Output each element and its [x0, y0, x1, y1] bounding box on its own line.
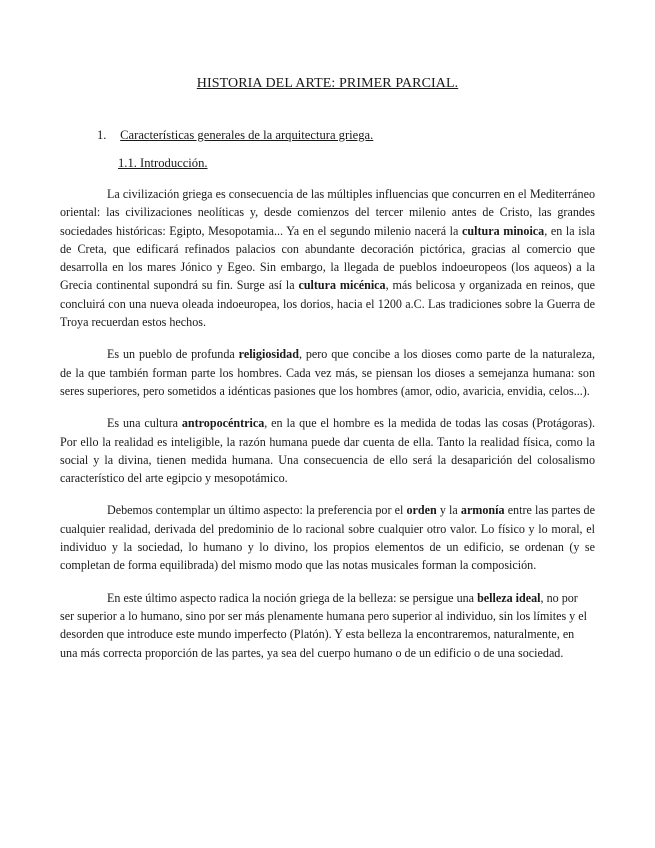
paragraph-text: , en la isla de Creta, que edificará refinados palacios con abundante decoración pictórica, gracias al comercio que desarrolla en los mares Jónico y Egeo. Sin embargo, la llegada de pueblos indoeuropeos (los aqueos) a la Grecia continental supondrá su fin. Surge así la — [60, 223, 596, 293]
paragraph — [60, 501, 595, 574]
document-body — [60, 185, 595, 676]
section-title: Características generales de la arquitectura griega. — [120, 128, 374, 142]
paragraph — [60, 345, 595, 400]
paragraph-emphasis: belleza ideal — [477, 590, 541, 605]
paragraph-emphasis: armonía — [460, 503, 505, 518]
section-number: 1. — [97, 128, 107, 142]
paragraph-emphasis: cultura micénica — [298, 278, 386, 293]
paragraph-text: y la — [436, 503, 461, 518]
paragraph-emphasis: cultura minoica — [462, 223, 545, 238]
paragraph-text: , más belicosa y organizada en reinos, que concluirá con una nueva oleada indoeuropea, los dorios, hacia el 1200 a.C. Las tradiciones sobre la Guerra de Troya recuerdan estos hechos. — [60, 278, 595, 330]
paragraph-text: , en la que el hombre es la medida de todas las cosas (Protágoras). Por ello la realidad es inteligible, la razón humana puede dar cuenta de ella. Tanto la realidad física, como la social y la divina, tienen medida humana. Una consecuencia de ello será la desaparición del colosalismo característico del arte egipcio y mesopotámico. — [60, 416, 596, 486]
paragraph-text: Es un pueblo de profunda — [107, 347, 239, 362]
page-title: HISTORIA DEL ARTE: PRIMER PARCIAL. — [196, 76, 459, 91]
paragraph-emphasis: religiosidad — [238, 347, 299, 362]
subsection-heading: 1.1. Introducción. — [118, 156, 208, 170]
paragraph-text: La civilización griega es consecuencia de las múltiples influencias que concurren en el Mediterráneo oriental: las civilizaciones neolíticas y, desde comienzos del tercer milenio antes de Cristo, las grandes sociedades históricas: Egipto, Mesopotamia... Ya en el segundo milenio nacerá la — [60, 187, 595, 238]
paragraph-text: , no por ser superior a lo humano, sino por ser más plenamente humana pero superior al individuo, sin los límites y el desorden que introduce este mundo imperfecto (Platón). Y esta belleza la encontraremos, naturalmente, en una más correcta proporción de las partes, ya sea del cuerpo humano o de un edificio o de una sociedad. — [60, 590, 587, 660]
paragraph-text: entre las partes de cualquier realidad, derivada del predominio de lo racional sobre cualquier otro valor. Lo físico y lo moral, el individuo y la sociedad, lo humano y lo divino, los propios elementos de un edificio, se ordenan (y se completan de forma equilibrada) del mismo modo que las notas musicales forman la composición. — [60, 503, 595, 573]
paragraph — [60, 414, 595, 487]
paragraph-text: , pero que concibe a los dioses como parte de la naturaleza, de la que también forman parte los hombres. Cada vez más, se piensan los dioses a semejanza humana: son seres superiores, pero sometidos a idénticas pasiones que los hombres (amor, odio, avaricia, envidia, celos...). — [60, 347, 595, 398]
paragraph-text: En este último aspecto radica la noción griega de la belleza: se persigue una — [107, 590, 478, 605]
paragraph-text: Debemos contemplar un último aspecto: la preferencia por el — [107, 503, 407, 518]
paragraph — [60, 185, 595, 331]
paragraph — [60, 589, 587, 662]
paragraph-text: Es una cultura — [107, 416, 182, 431]
section-heading — [97, 128, 373, 143]
paragraph-emphasis: orden — [406, 503, 437, 518]
paragraph-emphasis: antropocéntrica — [181, 416, 265, 431]
